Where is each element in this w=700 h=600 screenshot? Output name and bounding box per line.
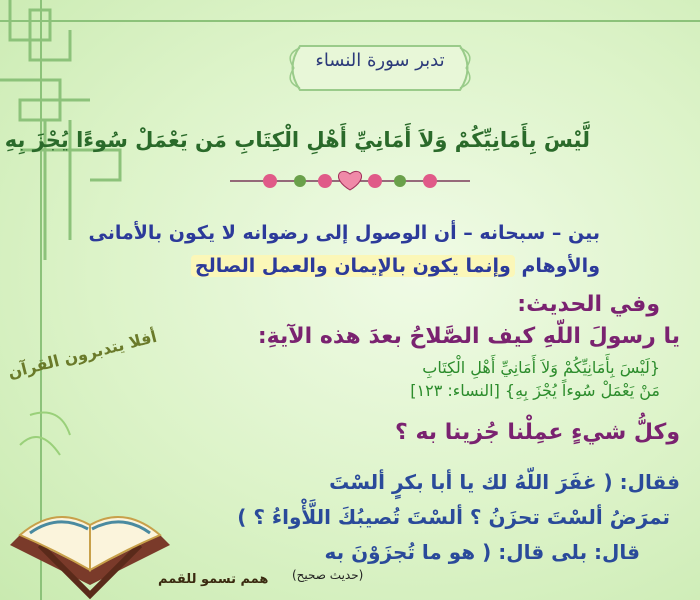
paragraph-plain: والأوهام [521, 255, 600, 277]
paragraph-line-2 [191, 255, 600, 277]
paragraph-line-1: بين – سبحانه – أن الوصول إلى رضوانه لا يكون بالأمانى [88, 222, 600, 244]
reply-line-3: قال: بلى قال: ( هو ما تُجزَوْنَ به [324, 540, 640, 564]
book-slogan: أفلا يتدبرون القرآن [5, 326, 159, 383]
verse-text: لَّيْسَ بِأَمَانِيِّكُمْ وَلاَ أَمَانِيِّ أَهْلِ الْكِتَابِ مَن يَعْمَلْ سُوءًا يُجْزَ بِهِ [4, 128, 590, 152]
page-title: تدبر سورة النساء [315, 50, 445, 71]
reply-line-1: فقال: ( غفَرَ اللّهُ لك يا أبا بكرٍ ألسْتَ [329, 470, 680, 494]
hadith-question: وكلُّ شيءٍ عمِلْنا جُزينا به ؟ [395, 420, 680, 445]
hadith-line-1: يا رسولَ اللّهِ كيف الصَّلاحُ بعدَ هذه الآيةِ: [257, 324, 680, 349]
floral-divider [230, 168, 470, 194]
hadith-intro: وفي الحديث: [517, 292, 660, 317]
quran-book-icon [0, 395, 180, 600]
footer-slogan: همم تسمو للقمم [158, 572, 269, 587]
paragraph-highlight: وإنما يكون بالإيمان والعمل الصالح [191, 255, 515, 277]
quote-line-1: {لَيْسَ بِأَمَانِيِّكُمْ وَلاَ أَمَانِيِّ أَهْلِ الْكِتَابِ [422, 358, 660, 377]
quote-line-2: مَنْ يَعْمَلْ سُوءاً يُجْزَ بِهِ} [النساء: ١٢٣] [410, 381, 660, 400]
source-note: (حديث صحيح) [292, 568, 364, 582]
reply-line-2: تمرَضُ ألسْتَ تحزَنُ ؟ ألسْتَ تُصيبُكَ اللَّأْواءُ ؟ ) [237, 505, 670, 529]
